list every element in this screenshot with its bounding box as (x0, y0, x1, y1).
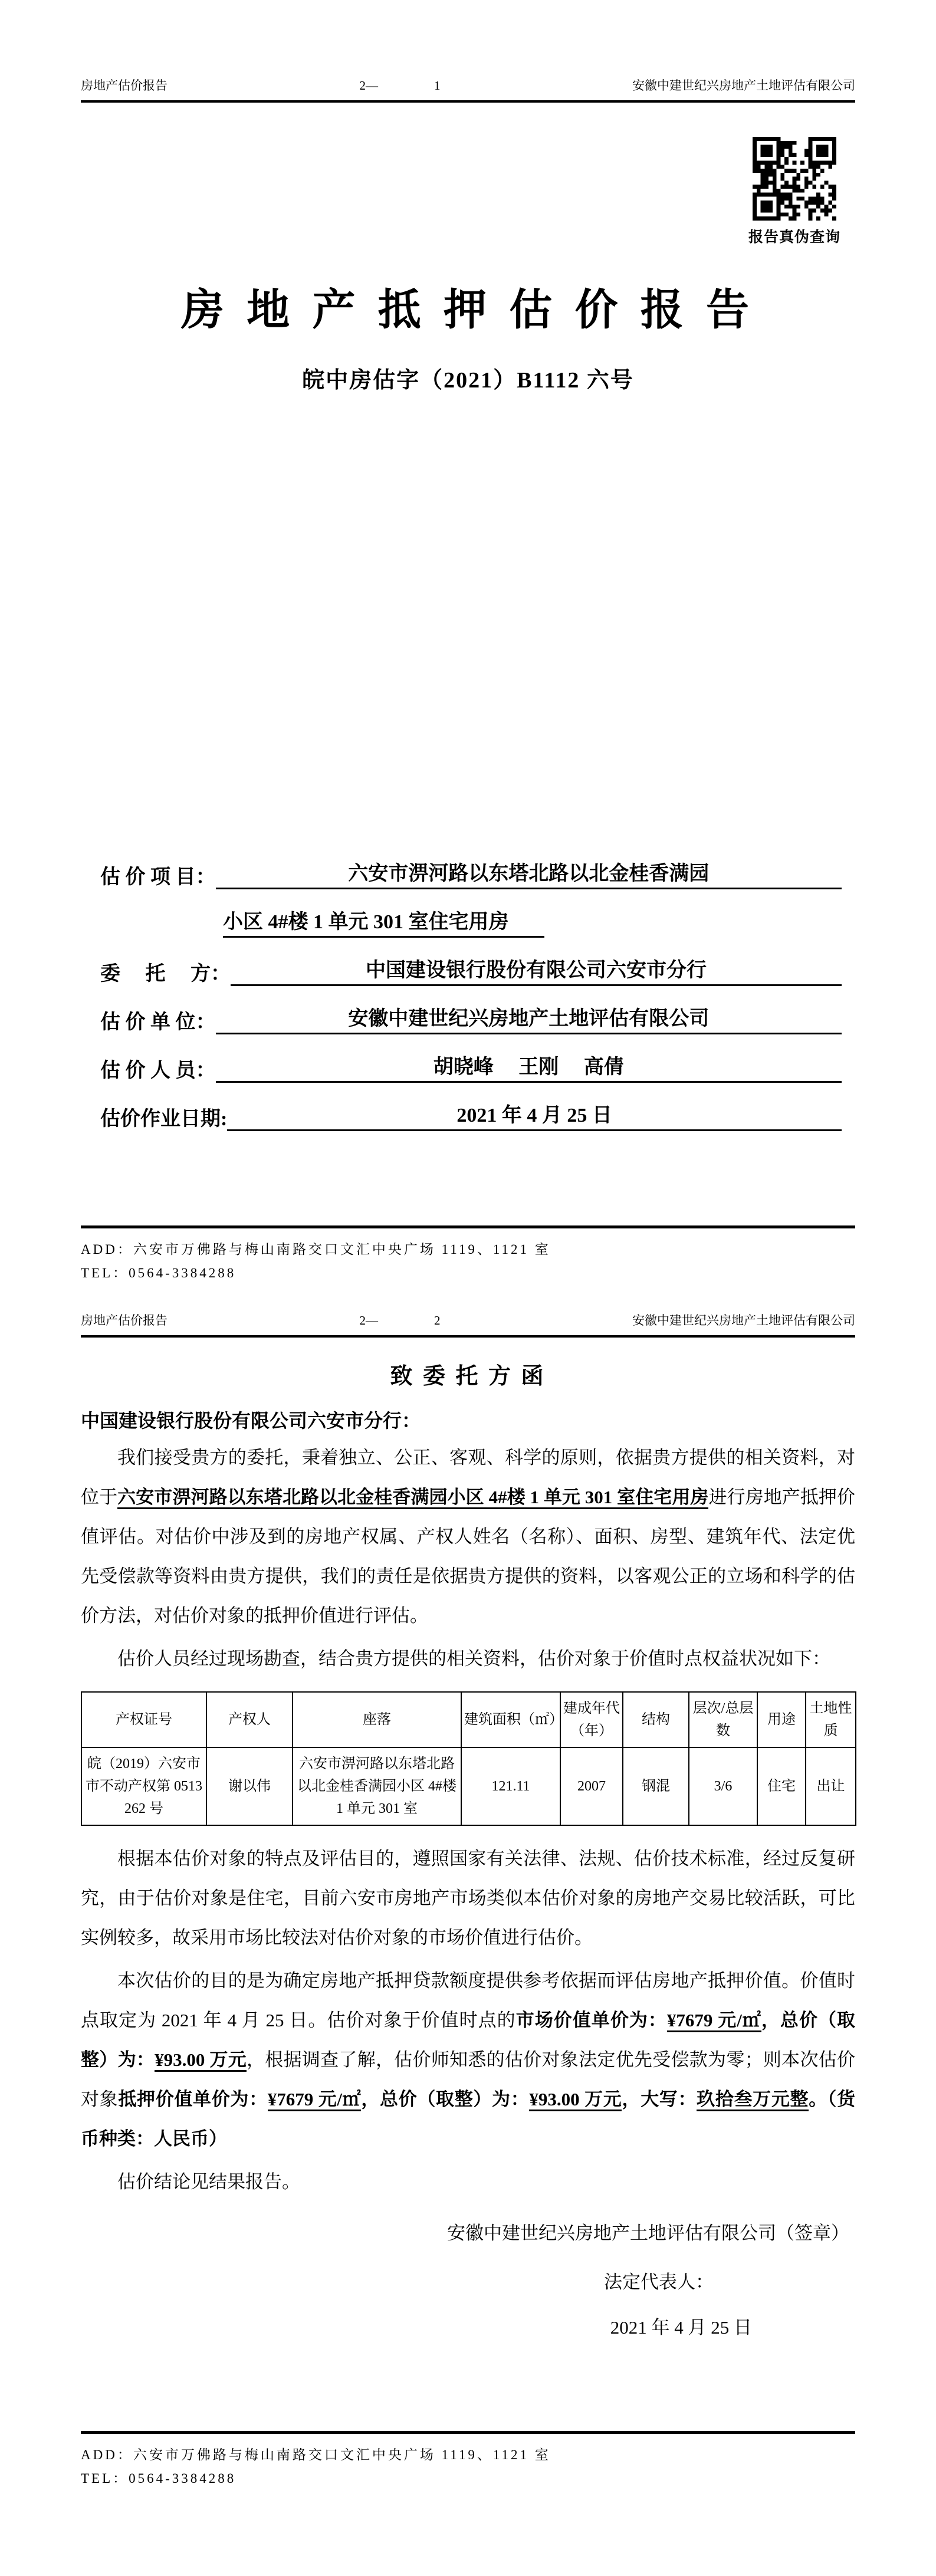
amount-in-words-label: ，大写： (622, 2089, 697, 2110)
cell-floor-area: 121.11 (461, 1747, 560, 1825)
valuation-text: 本次估价的目的是为确定房地产抵押贷款额度提供参考依据而评估房地产抵押价值。价值时点取定为 2021 年 4 月 25 日。估价对象于价值时点的 (81, 1970, 855, 2030)
field-project-value-line1: 六安市淠河路以东塔北路以北金桂香满园 (216, 857, 842, 889)
field-staff (100, 1034, 842, 1083)
report-doc-number: 皖中房估字（2021）B1112 六号 (302, 368, 634, 393)
page-footer (81, 2431, 855, 2490)
cell-floor-level: 3/6 (689, 1747, 757, 1825)
col-use: 用途 (757, 1692, 806, 1747)
field-client (100, 938, 842, 986)
col-cert-no: 产权证号 (81, 1692, 206, 1747)
page-footer (81, 1225, 855, 1285)
header-doc-title: 房地产估价报告 (81, 78, 168, 93)
field-client-label: 委 托 方： (100, 963, 231, 985)
table-row (81, 1747, 856, 1825)
qr-code-icon (753, 137, 836, 221)
mortgage-unit-price-value: ¥7679 元/㎡ (268, 2089, 362, 2111)
col-owner: 产权人 (206, 1692, 293, 1747)
market-total-value: ¥93.00 万元 (155, 2049, 247, 2072)
field-staff-label: 估 价 人 员： (100, 1060, 216, 1082)
col-structure: 结构 (623, 1692, 689, 1747)
cell-cert-no: 皖（2019）六安市市不动产权第 0513262 号 (81, 1747, 206, 1825)
header-company-name: 安徽中建世纪兴房地产土地评估有限公司 (632, 1313, 855, 1328)
market-unit-price-value: ¥7679 元/㎡ (667, 2010, 761, 2032)
table-header-row (81, 1692, 856, 1747)
footer-address: ADD：六安市万佛路与梅山南路交口文汇中央广场 1119、1121 室 (81, 2447, 551, 2462)
currency-note: 。（货币种类：人民币） (81, 2089, 856, 2149)
paragraph-survey: 估价人员经过现场勘查，结合贵方提供的相关资料，估价对象于价值时点权益状况如下： (117, 1648, 830, 1669)
page-current: 2 (434, 1313, 441, 1328)
col-land-nature: 土地性质 (806, 1692, 856, 1747)
field-agency-value: 安徽中建世纪兴房地产土地评估有限公司 (216, 1002, 842, 1034)
qr-caption: 报告真伪查询 (748, 229, 840, 245)
field-staff-value: 胡晓峰 王刚 高倩 (216, 1050, 842, 1083)
mortgage-total-label: ，总价（取整）为： (361, 2089, 530, 2110)
field-project (100, 841, 842, 889)
paragraph-commission-tail: 进行房地产抵押价值评估。对估价中涉及到的房地产权属、产权人姓名（名称）、面积、房型、建筑年代、法定优先受偿款等资料由贵方提供，我们的责任是依据贵方提供的资料，以客观公正的立场和科学的估价方法，对估价对象的抵押价值进行评估。 (81, 1487, 856, 1626)
field-agency (100, 986, 842, 1034)
field-date-label: 估价作业日期: (100, 1108, 228, 1130)
page-header (81, 1288, 855, 1338)
page-current: 1 (434, 78, 441, 93)
property-rights-table (81, 1691, 856, 1826)
market-unit-price-label: 市场价值单价为： (515, 2010, 667, 2030)
footer-telephone: TEL：0564-3384288 (81, 1266, 237, 1280)
cover-fields (100, 841, 842, 1131)
signature-company: 安徽中建世纪兴房地产土地评估有限公司（签章） (447, 2223, 849, 2243)
page-total: 2— (359, 1313, 378, 1328)
col-year-built: 建成年代（年） (560, 1692, 623, 1747)
paragraph-method: 根据本估价对象的特点及评估目的，遵照国家有关法律、法规、估价技术标准，经过反复研究，由于估价对象是住宅，目前六安市房地产市场类似本估价对象的房地产交易比较活跃，可比实例较多，故采用市场比较法对估价对象的市场价值进行估价。 (81, 1848, 855, 1948)
mortgage-total-value: ¥93.00 万元 (529, 2089, 622, 2111)
col-floor-level: 层次/总层数 (689, 1692, 757, 1747)
page-number (360, 1312, 441, 1329)
cell-use: 住宅 (757, 1747, 806, 1825)
field-project-value-line2: 小区 4#楼 1 单元 301 室住宅用房 (223, 905, 544, 938)
report-title: 房 地 产 抵 押 估 价 报 告 (181, 286, 755, 334)
field-client-value: 中国建设银行股份有限公司六安市分行 (231, 954, 842, 986)
page-header (81, 0, 855, 103)
cell-structure: 钢混 (623, 1747, 689, 1825)
col-floor-area: 建筑面积（㎡） (461, 1692, 560, 1747)
cell-land-nature: 出让 (806, 1747, 856, 1825)
signature-date: 2021 年 4 月 25 日 (610, 2317, 752, 2338)
field-date (100, 1083, 842, 1131)
mortgage-unit-price-label: 抵押价值单价为： (118, 2089, 268, 2110)
field-agency-label: 估 价 单 位： (100, 1011, 216, 1033)
letter-page (0, 1288, 936, 2576)
signature-legal-rep: 法定代表人： (604, 2272, 714, 2292)
cell-owner: 谢以伟 (206, 1747, 293, 1825)
market-total-label: ，总价（取整）为： (81, 2010, 856, 2070)
field-date-value: 2021 年 4 月 25 日 (227, 1099, 842, 1131)
col-location: 座落 (293, 1692, 461, 1747)
subject-property-underlined: 六安市淠河路以东塔北路以北金桂香满园小区 4#楼 1 单元 301 室住宅用房 (117, 1487, 708, 1509)
paragraph-commission-text: 我们接受贵方的委托，秉着独立、公正、客观、科学的原则，依据贵方提供的相关资料，对位于 (81, 1447, 855, 1507)
letter-title: 致 委 托 方 函 (390, 1364, 546, 1389)
paragraph-commission (81, 1438, 855, 1635)
page-total: 2— (359, 78, 378, 93)
footer-address: ADD：六安市万佛路与梅山南路交口文汇中央广场 1119、1121 室 (81, 1242, 551, 1257)
paragraph-conclusion: 估价结论见结果报告。 (117, 2171, 300, 2192)
amount-in-words-value: 玖拾叁万元整 (697, 2089, 809, 2111)
page-number (360, 77, 441, 94)
cell-location: 六安市淠河路以东塔北路以北金桂香满园小区 4#楼 1 单元 301 室 (293, 1747, 461, 1825)
footer-telephone: TEL：0564-3384288 (81, 2471, 237, 2486)
valuation-text-mid: ，根据调查了解，估价师知悉的估价对象法定优先受偿款为零；则本次估价对象 (81, 2049, 856, 2110)
field-project-label: 估 价 项 目： (100, 866, 216, 888)
cell-year-built: 2007 (560, 1747, 623, 1825)
header-company-name: 安徽中建世纪兴房地产土地评估有限公司 (632, 78, 855, 93)
letter-salutation: 中国建设银行股份有限公司六安市分行： (81, 1410, 421, 1431)
field-project-cont (100, 889, 842, 938)
qr-block (747, 137, 842, 247)
header-doc-title: 房地产估价报告 (81, 1313, 168, 1328)
paragraph-valuation (81, 1961, 855, 2158)
